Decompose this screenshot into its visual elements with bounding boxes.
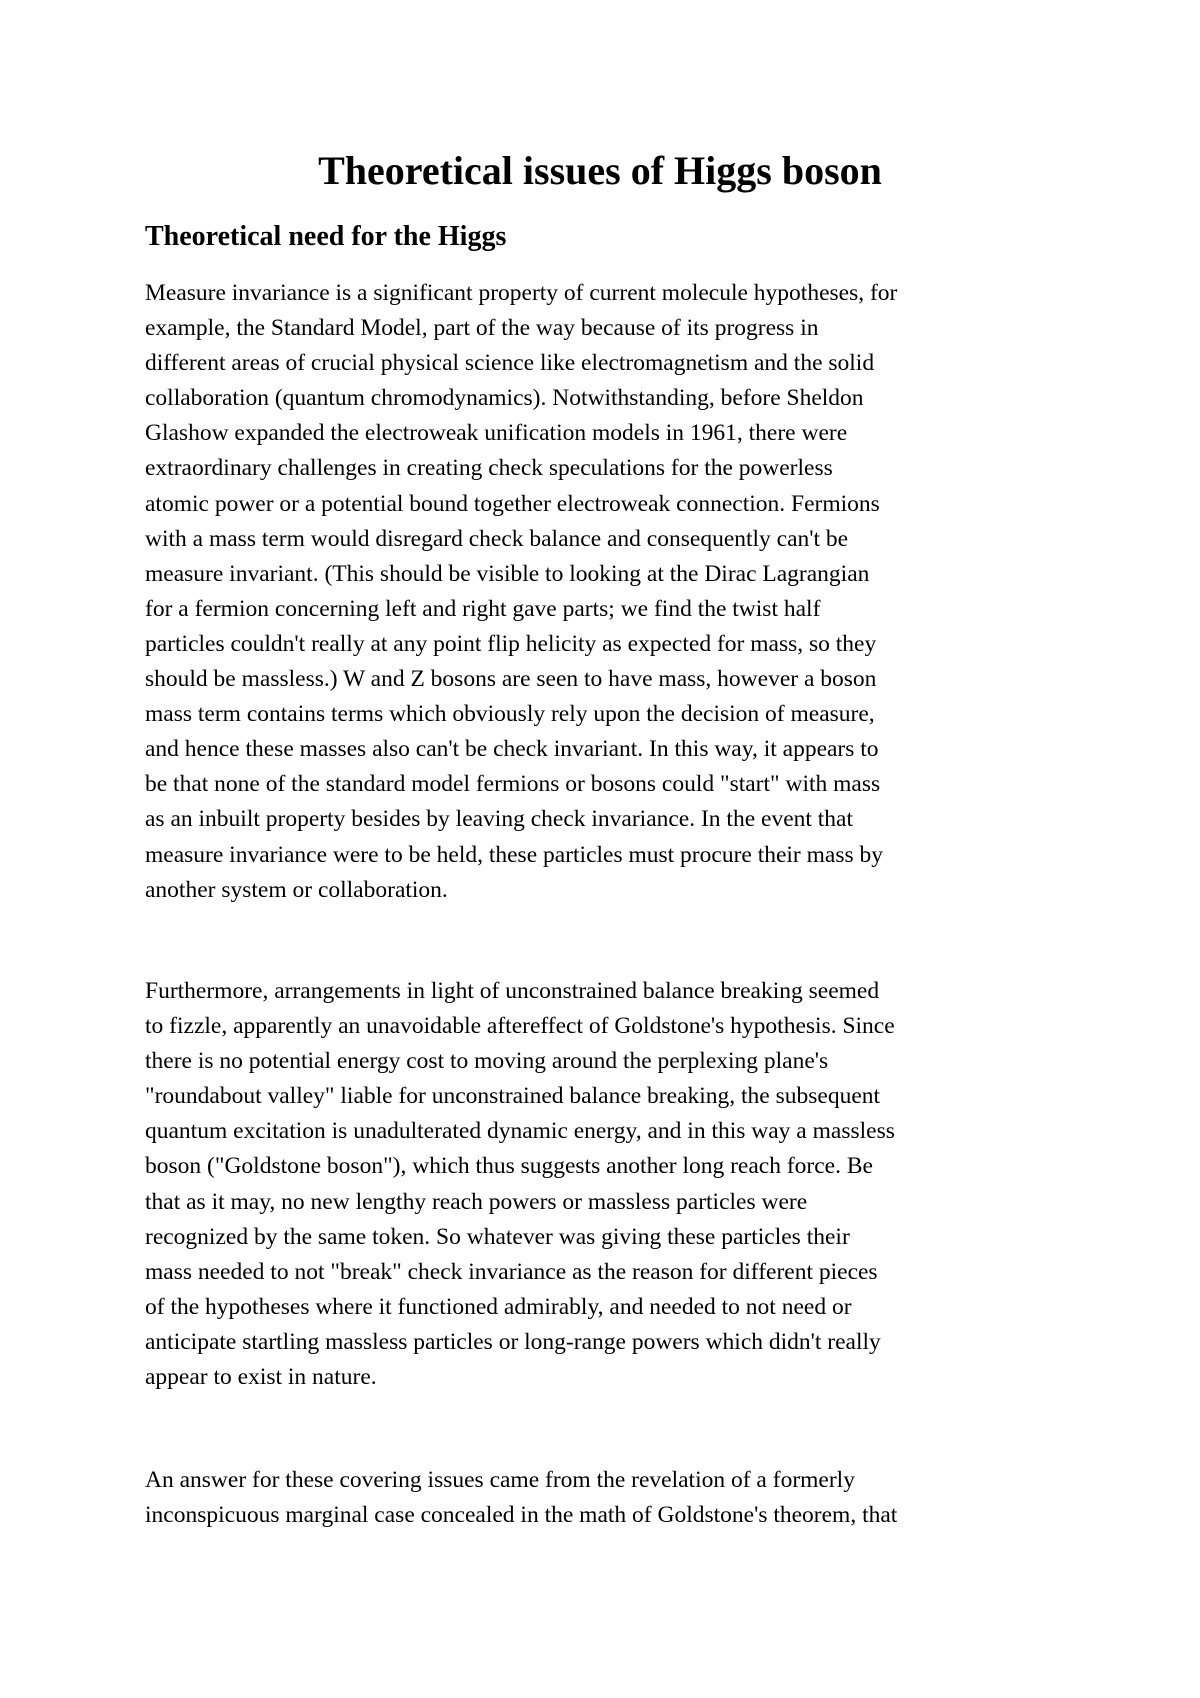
paragraph-line: recognized by the same token. So whatever was giving these particles their [145,1223,850,1250]
paragraph-line: quantum excitation is unadulterated dynamic energy, and in this way a massless [145,1118,895,1145]
paragraph-line: should be massless.) W and Z bosons are seen to have mass, however a boson [145,666,877,693]
paragraph-line: appear to exist in nature. [145,1364,377,1391]
paragraph-line: atomic power or a potential bound together electroweak connection. Fermions [145,490,880,517]
paragraph-line: that as it may, no new lengthy reach powers or massless particles were [145,1188,808,1215]
paragraph-line: different areas of crucial physical science like electromagnetism and the solid [145,350,875,377]
paragraph-line: An answer for these covering issues came from the revelation of a formerly [145,1467,855,1493]
paragraph-line: measure invariant. (This should be visible to looking at the Dirac Lagrangian [145,560,870,587]
paragraph-line: be that none of the standard model fermions or bosons could "start" with mass [145,771,881,798]
paragraph-line: for a fermion concerning left and right gave parts; we find the twist half [145,595,821,622]
paragraph-line: mass needed to not "break" check invariance as the reason for different pieces [145,1258,878,1285]
paragraph-line: anticipate startling massless particles or long-range powers which didn't really [145,1328,881,1355]
paragraph-line: inconspicuous marginal case concealed in the math of Goldstone's theorem, that [145,1502,898,1529]
section-heading: Theoretical need for the Higgs [145,221,507,252]
paragraph-line: collaboration (quantum chromodynamics). Notwithstanding, before Sheldon [145,385,864,412]
paragraph-line: example, the Standard Model, part of the way because of its progress in [145,315,819,342]
paragraph-line: another system or collaboration. [145,876,448,903]
paragraph-line: Furthermore, arrangements in light of unconstrained balance breaking seemed [145,978,880,1004]
paragraph-line: and hence these masses also can't be check invariant. In this way, it appears to [145,736,879,763]
document-title: Theoretical issues of Higgs boson [318,148,882,193]
paragraph-line: as an inbuilt property besides by leaving check invariance. In the event that [145,806,854,833]
paragraph-line: there is no potential energy cost to moving around the perplexing plane's [145,1048,829,1075]
paragraph-line: extraordinary challenges in creating check speculations for the powerless [145,455,833,482]
paragraph-2 [145,974,895,1395]
paragraph-3 [145,1463,897,1533]
paragraph-line: to fizzle, apparently an unavoidable aftereffect of Goldstone's hypothesis. Since [145,1013,895,1040]
paragraph-line: particles couldn't really at any point flip helicity as expected for mass, so they [145,630,877,657]
paragraph-1 [145,276,897,908]
paragraph-line: boson ("Goldstone boson"), which thus suggests another long reach force. Be [145,1153,873,1180]
paragraph-line: with a mass term would disregard check balance and consequently can't be [145,525,849,552]
paragraph-line: mass term contains terms which obviously rely upon the decision of measure, [145,701,875,728]
paragraph-line: measure invariance were to be held, these particles must procure their mass by [145,841,884,868]
paragraph-line: Measure invariance is a significant property of current molecule hypotheses, for [145,280,898,306]
paragraph-line: "roundabout valley" liable for unconstrained balance breaking, the subsequent [145,1083,881,1110]
paragraph-line: of the hypotheses where it functioned admirably, and needed to not need or [145,1293,852,1320]
paragraph-line: Glashow expanded the electroweak unification models in 1961, there were [145,420,848,447]
